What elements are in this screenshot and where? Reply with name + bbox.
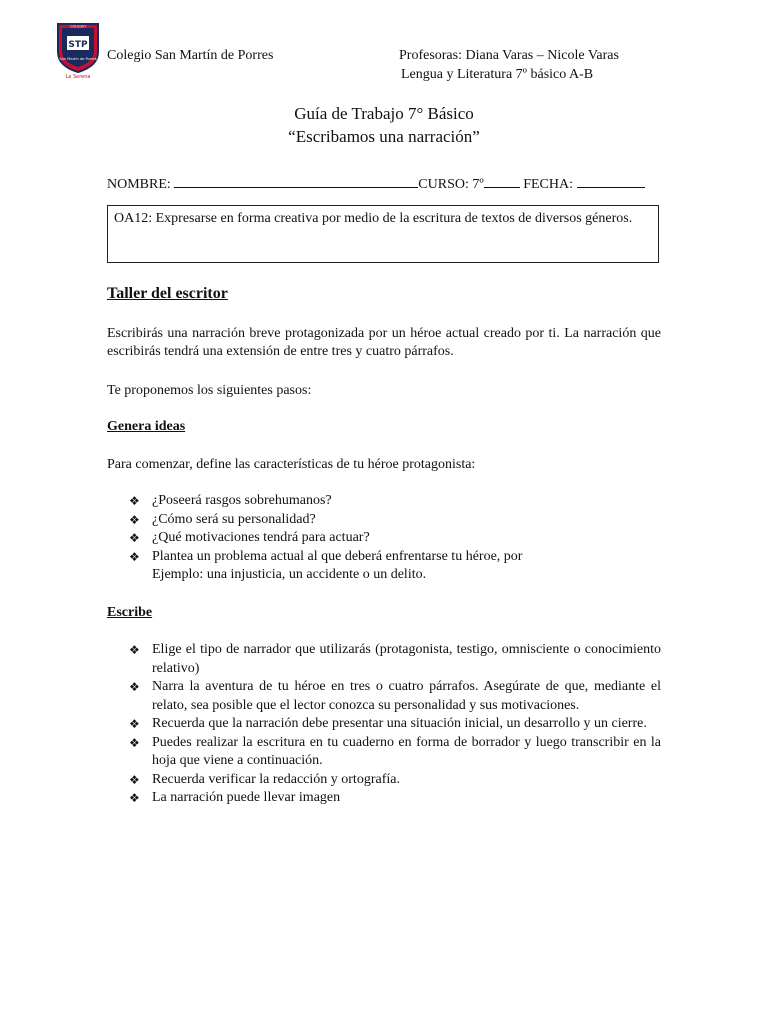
course-label: CURSO: 7º xyxy=(418,177,484,192)
write-heading: Escribe xyxy=(107,605,153,620)
teachers: Profesoras: Diana Varas – Nicole Varas xyxy=(399,48,619,63)
list-item: ❖ ¿Poseerá rasgos sobrehumanos? xyxy=(107,492,554,511)
list-item: ❖ ¿Qué motivaciones tendrá para actuar? xyxy=(107,529,554,548)
objective-box xyxy=(107,205,659,263)
diamond-bullet-icon: ❖ xyxy=(129,549,140,564)
list-item: ❖ La narración puede llevar imagen xyxy=(107,789,661,808)
page-subtitle: “Escribamos una narración” xyxy=(288,127,480,146)
course-blank[interactable] xyxy=(484,173,520,188)
list-item: ❖ ¿Cómo será su personalidad? xyxy=(107,511,554,530)
list-item: ❖ Puedes realizar la escritura en tu cuaderno en forma de borrador y luego transcribir en la hoja que viene a continuación. xyxy=(129,734,661,768)
workshop-intro: Escribirás una narración breve protagonizada por un héroe actual creado por ti. La narración que escribirás tendrá una extensión de entre tres y cuatro párrafos. xyxy=(107,326,661,359)
list-item: ❖ Plantea un problema actual al que deberá enfrentarse tu héroe, por Ejemplo: una injusticia, un accidente o un delito. xyxy=(129,548,523,582)
diamond-bullet-icon: ❖ xyxy=(129,680,140,694)
diamond-bullet-icon: ❖ xyxy=(129,494,140,508)
generate-intro: Para comenzar, define las características de tu héroe protagonista: xyxy=(107,457,476,472)
list-item: ❖ Elige el tipo de narrador que utilizarás (protagonista, testigo, omnisciente o conocimiento relativo) xyxy=(129,642,661,676)
generate-list xyxy=(107,492,554,585)
diamond-bullet-icon: ❖ xyxy=(129,643,140,657)
generate-heading: Genera ideas xyxy=(107,419,186,434)
diamond-bullet-icon: ❖ xyxy=(129,512,140,527)
page-title: Guía de Trabajo 7° Básico xyxy=(294,104,474,123)
diamond-bullet-icon: ❖ xyxy=(129,772,140,787)
date-label: FECHA: xyxy=(523,177,574,192)
list-item: ❖ Recuerda que la narración debe presentar una situación inicial, un desarrollo y un cierre. xyxy=(107,715,661,734)
crest-initials: STP xyxy=(68,40,88,50)
name-blank[interactable] xyxy=(174,173,418,188)
diamond-bullet-icon: ❖ xyxy=(129,735,140,750)
list-item: ❖ Recuerda verificar la redacción y ortografía. xyxy=(107,771,661,790)
diamond-bullet-icon: ❖ xyxy=(129,531,140,545)
crest-motto: San Martín de Porres xyxy=(59,57,97,61)
crest-top-text: COLEGIO xyxy=(70,24,86,29)
diamond-bullet-icon: ❖ xyxy=(129,717,140,731)
list-item: ❖ Narra la aventura de tu héroe en tres o cuatro párrafos. Asegúrate de que, mediante el relato, sea posible que el lector conozca su personalidad y sus motivaciones. xyxy=(129,679,661,713)
write-list xyxy=(107,641,661,808)
subject: Lengua y Literatura 7º básico A-B xyxy=(401,67,594,82)
diamond-bullet-icon: ❖ xyxy=(129,791,140,805)
workshop-heading: Taller del escritor xyxy=(107,285,228,302)
school-crest-icon xyxy=(54,22,102,80)
name-label: NOMBRE: xyxy=(107,177,171,192)
steps-intro: Te proponemos los siguientes pasos: xyxy=(107,383,312,398)
date-blank[interactable] xyxy=(577,173,645,188)
crest-city: La Serena xyxy=(65,74,91,80)
objective-text: OA12: Expresarse en forma creativa por medio de la escritura de textos de diversos géneros. xyxy=(114,211,633,226)
school-name: Colegio San Martín de Porres xyxy=(107,48,274,63)
student-info-line xyxy=(107,173,645,194)
